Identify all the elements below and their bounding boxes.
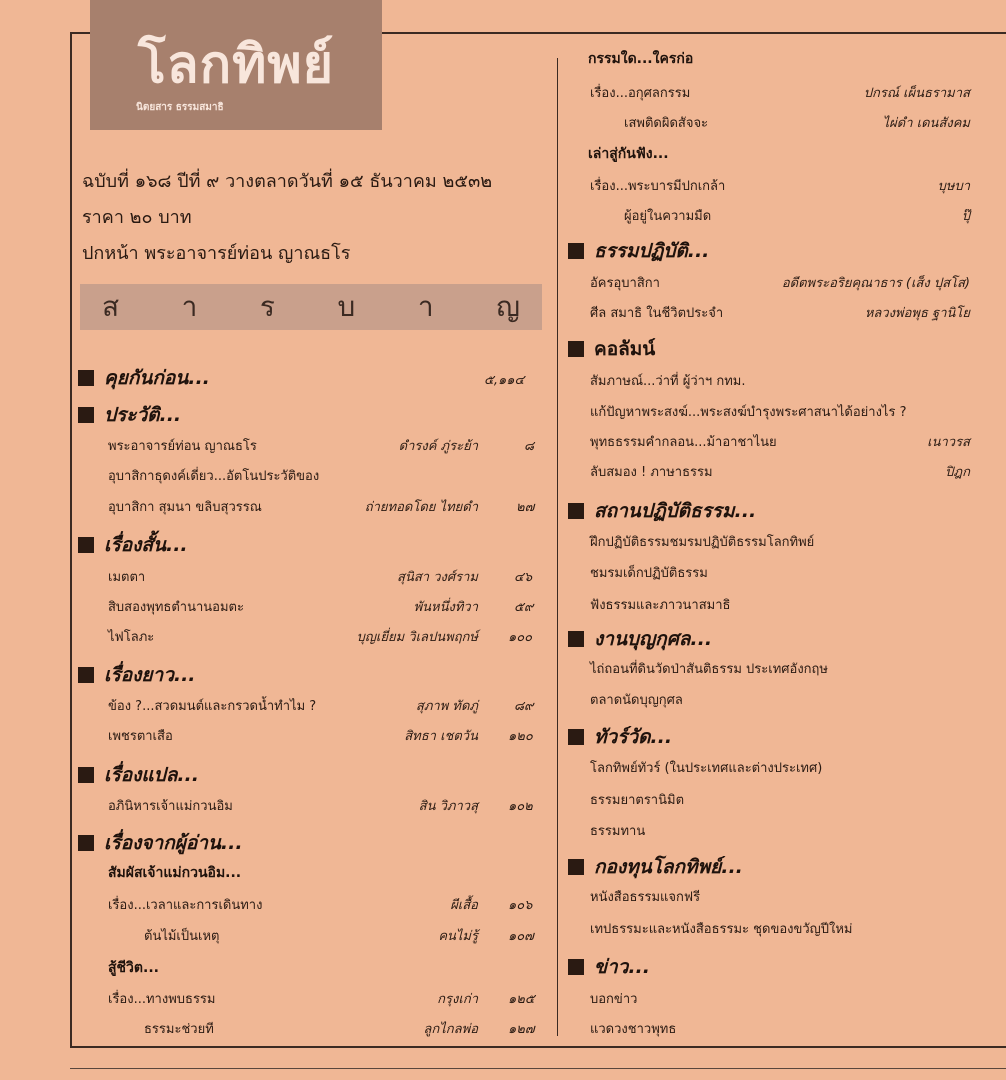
section-heading [78,828,243,858]
entry-title: ข้อง ?...สวดมนต์และกรวดน้ำทำไม ? [108,699,317,714]
entry-title: พุทธธรรมคำกลอน...ม้าอาชาไนย [590,435,777,450]
section-title: ธรรมปฏิบัติ... [594,240,710,262]
entry-title: เสพติดผิดสัจจะ [624,116,709,131]
entry-title: ไฟโลภะ [108,630,155,645]
entry-author: เนาวรส [927,435,970,450]
bullet-square-icon [78,767,94,783]
entry-author: คนไม่รู้ [438,929,478,944]
section-heading [568,952,650,982]
column-divider [557,58,558,1036]
subsection-title: กรรมใด...ใครก่อ [588,51,694,67]
bullet-square-icon [568,503,584,519]
entry-title: เรื่อง...พระบารมีปกเกล้า [590,179,726,194]
toc-letter: า [181,290,198,323]
bullet-square-icon [568,959,584,975]
entry-author: ผีเสื้อ [450,898,478,913]
entry-title: สิบสองพุทธตำนานอมตะ [108,600,244,615]
entry-title: อุบาสิกาธุดงค์เดี่ยว...อัตโนประวัติของ [108,469,320,484]
section-title: เรื่องยาว... [104,664,196,686]
bullet-square-icon [568,859,584,875]
section-title: กองทุนโลกทิพย์... [594,856,743,878]
entry-title: ตลาดนัดบุญกุศล [590,693,683,708]
entry-author: ถ่ายทอดโดย ไทยดำ [364,500,478,515]
section-heading [568,852,743,882]
page-number: ๑๒๗ [508,1022,535,1037]
magazine-logo [90,0,382,130]
bullet-square-icon [78,370,94,386]
toc-banner [80,284,542,330]
section-heading [78,400,181,430]
page-number: ๑๐๖ [508,898,533,913]
logo-title: โลกทิพย์ [137,35,335,95]
entry-author: บุญเยี่ยม วิเลปนพฤกษ์ [356,630,478,645]
section-title: ทัวร์วัด... [594,726,673,748]
section-heading [78,363,210,393]
entry-author: ไผ่ดำ เดนสังคม [882,116,970,131]
entry-title: เมตตา [108,570,146,585]
page-number: ๑๐๗ [508,929,534,944]
page-number: ๑๒๕ [508,992,535,1007]
section-heading [568,334,655,364]
entry-title: ต้นไม้เป็นเหตุ [144,929,220,944]
entry-title: ลับสมอง ! ภาษาธรรม [590,465,713,480]
bullet-square-icon [568,631,584,647]
section-title: ข่าว... [594,956,650,978]
logo-subtitle: นิตยสาร ธรรมสมาธิ [136,102,224,113]
page-number: ๘ [524,439,535,454]
entry-title: หนังสือธรรมแจกฟรี [590,890,701,905]
toc-letter: ร [259,290,275,323]
issue-number-line: ฉบับที่ ๑๖๘ ปีที่ ๙ วางตลาดวันที่ ๑๕ ธันวาคม ๒๕๓๒ [82,171,493,192]
entry-title: บอกข่าว [590,992,638,1007]
entry-title: ไถ่ถอนที่ดินวัดป่าสันติธรรม ประเทศอังกฤษ [590,662,828,677]
section-title: สถานปฏิบัติธรรม... [594,500,757,522]
entry-author: ปกรณ์ เผ็นธรามาส [863,86,970,101]
frame-bottom-rule-thin [70,1068,1006,1069]
entry-title: เรื่อง...เวลาและการเดินทาง [108,898,263,913]
entry-title: ชมรมเด็กปฏิบัติธรรม [590,566,708,581]
entry-title: อภินิหารเจ้าแม่กวนอิม [108,799,233,814]
entry-author: สิทธา เชตวัน [404,729,478,744]
section-title: เรื่องแปล... [104,764,199,786]
entry-title: ฝึกปฏิบัติธรรมชมรมปฏิบัติธรรมโลกทิพย์ [590,535,815,550]
bullet-square-icon [568,243,584,259]
bullet-square-icon [568,729,584,745]
toc-letter: ญ [496,290,520,323]
section-title: เรื่องจากผู้อ่าน... [104,832,243,854]
section-heading [568,236,709,266]
entry-title: พระอาจารย์ท่อน ญาณธโร [108,439,257,454]
bullet-square-icon [78,537,94,553]
section-title: คุยกันก่อน... [104,367,210,389]
entry-title: ฟังธรรมและภาวนาสมาธิ [590,598,731,613]
toc-letter: า [417,290,434,323]
entry-author: ดำรงค์ ภู่ระย้า [398,439,478,454]
page-number: ๕๙ [514,600,534,615]
toc-letter: บ [337,290,356,323]
entry-author: ลูกไกลพ่อ [423,1022,478,1037]
entry-title: เพชรตาเสือ [108,729,173,744]
entry-title: ศีล สมาธิ ในชีวิตประจำ [590,306,724,321]
subsection-title: เล่าสู่กันฟัง... [588,146,669,162]
entry-author: ปิฎก [945,465,970,480]
entry-title: โลกทิพย์ทัวร์ (ในประเทศและต่างประเทศ) [590,761,823,776]
subsection-title: สัมผัสเจ้าแม่กวนอิม... [108,865,242,881]
bullet-square-icon [78,835,94,851]
entry-author: ปุ๊ [961,209,970,224]
bullet-square-icon [78,667,94,683]
page-number: ๑๐๐ [508,630,533,645]
section-heading [78,660,196,690]
entry-title: อุบาสิกา สุมนา ขลิบสุวรรณ [108,500,262,515]
entry-title: ผู้อยู่ในความมืด [624,209,712,224]
section-heading [78,530,188,560]
page-number: ๑๐๒ [508,799,533,814]
page-number: ๘๙ [514,699,534,714]
subsection-title: สู้ชีวิต... [108,960,159,976]
entry-title: ธรรมะช่วยที [144,1022,214,1037]
section-title: ประวัติ... [104,404,182,426]
frame-left-rule [70,32,72,1048]
entry-author: บุษบา [937,179,970,194]
section-heading [78,760,199,790]
entry-title: สัมภาษณ์...ว่าที่ ผู้ว่าฯ กทม. [590,374,746,389]
section-title: งานบุญกุศล... [594,628,713,650]
section-heading [568,722,672,752]
section-heading [568,624,712,654]
entry-title: แวดวงชาวพุทธ [590,1022,677,1037]
entry-author: กรุงเก่า [437,992,478,1007]
frame-bottom-rule [70,1046,1006,1048]
entry-title: เทปธรรมะและหนังสือธรรมะ ชุดของขวัญปีใหม่ [590,922,853,937]
entry-title: ธรรมทาน [590,824,646,839]
bullet-square-icon [568,341,584,357]
issue-cover-line: ปกหน้า พระอาจารย์ท่อน ญาณธโร [82,243,351,264]
section-title: เรื่องสั้น... [104,534,188,556]
section-heading [568,496,756,526]
page-number: ๑๒๐ [508,729,533,744]
entry-title: อัครอุบาสิกา [590,276,660,291]
page-number: ๔๖ [514,570,533,585]
entry-title: เรื่อง...อกุศลกรรม [590,86,691,101]
entry-author: สุนิสา วงศ์ราม [397,570,478,585]
toc-letter: ส [102,290,120,323]
entry-author: สิน วิภาวสุ [418,799,478,814]
entry-title: ธรรมยาตรานิมิต [590,793,685,808]
issue-price-line: ราคา ๒๐ บาท [82,207,192,228]
entry-title: เรื่อง...ทางพบธรรม [108,992,216,1007]
bullet-square-icon [78,407,94,423]
entry-author: หลวงพ่อพุธ ฐานิโย [864,306,970,321]
entry-title: แก้ปัญหาพระสงฆ์...พระสงฆ์บำรุงพระศาสนาได้อย่างไร ? [590,405,907,420]
entry-author: สุภาพ ทัดภู่ [415,699,478,714]
page-number: ๕,๑๑๔ [484,373,525,388]
entry-author: อดีตพระอริยคุณาธาร (เส็ง ปุสโส) [781,276,970,291]
entry-author: พันหนึ่งทิวา [413,600,478,615]
page-number: ๒๗ [516,500,535,515]
section-title: คอลัมน์ [594,338,656,360]
